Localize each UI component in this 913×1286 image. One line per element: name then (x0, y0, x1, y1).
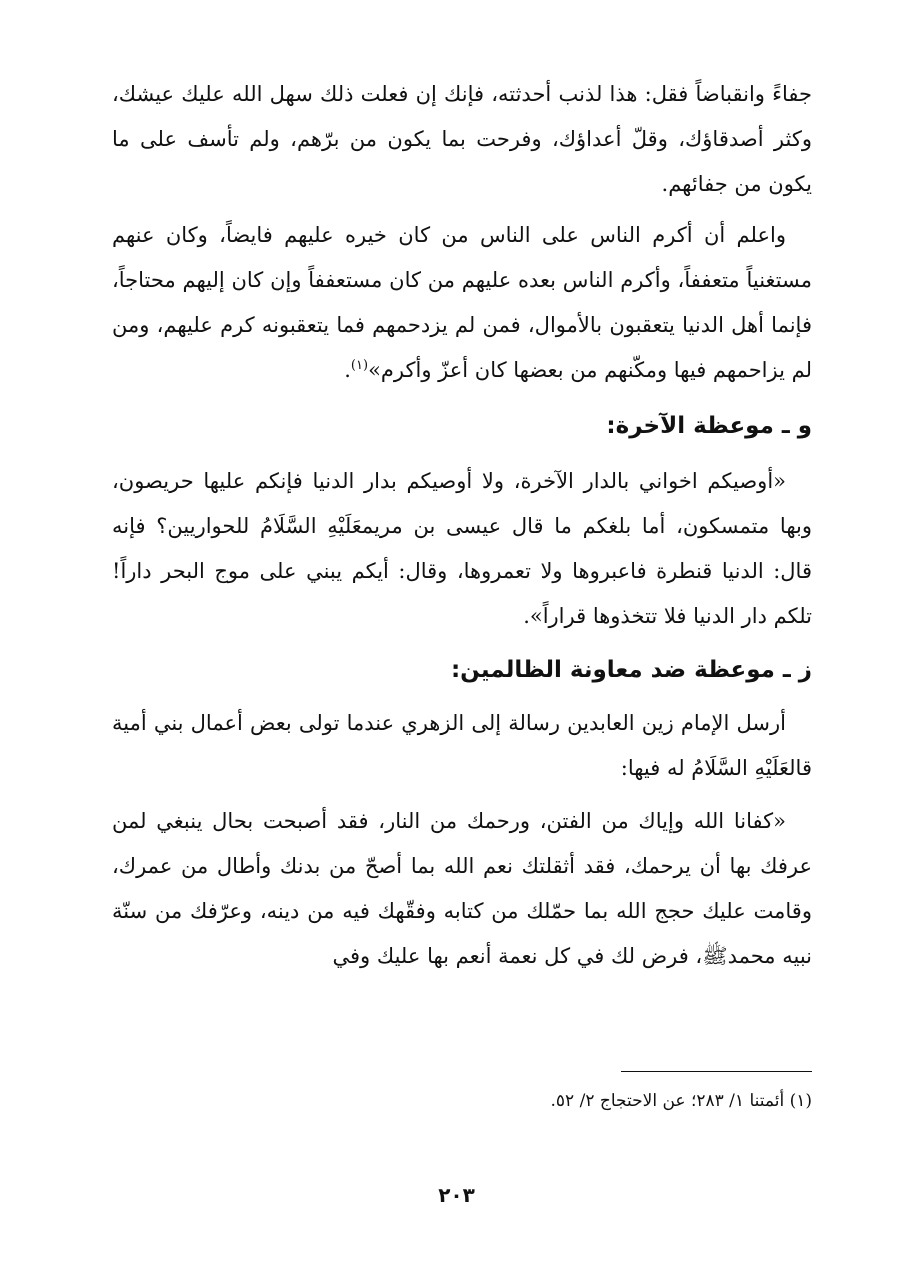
paragraph-2-end: . (344, 358, 351, 382)
paragraph-gap (112, 451, 812, 459)
paragraph-5: «كفانا الله وإياك من الفتن، ورحمك من النار، فقد أصبحت بحال ينبغي لمن عرفك بها أن يرحمك، فقد أثقلتك نعم الله بما أصحّ من بدنك وأطال من عمرك، وقامت عليك حجج الله بما حمّلك من كتابه وفقّهك فيه من دينه، وعرّفك من سنّة نبيه محمدﷺ، فرض لك في كل نعمة أنعم بها عليك وفي (112, 809, 812, 968)
footnote-divider (621, 1071, 812, 1072)
paragraph-gap (112, 393, 812, 401)
paragraph-gap (112, 791, 812, 799)
paragraph-2 (112, 213, 812, 393)
footnote-reference: (١) (350, 358, 369, 373)
page-body (112, 72, 812, 979)
paragraph-2-text: واعلم أن أكرم الناس على الناس من كان خيره عليهم فايضاً، وكان عنهم مستغنياً متعففاً، وأكرم الناس بعده عليهم من كان مستعففاً وإن كان إليهم محتاجاً، فإنما أهل الدنيا يتعقبون بالأموال، فمن لم يزدحمهم فما يتعقبونه كرم عليهم، ومن لم يزاحمهم فيها ومكّنهم من بعضها كان أعزّ وأكرم» (112, 223, 812, 382)
paragraph-1: جفاءً وانقباضاً فقل: هذا لذنب أحدثته، فإنك إن فعلت ذلك سهل الله عليك عيشك، وكثر أصدقاؤك، وقلّ أعداؤك، وفرحت بما يكون من برّهم، ولم تأسف على ما يكون من جفائهم. (112, 82, 812, 196)
section-heading-hereafter: و ـ موعظة الآخرة: (606, 413, 812, 439)
section-heading-oppressors: ز ـ موعظة ضد معاونة الظالمين: (450, 657, 812, 683)
paragraph-4: أرسل الإمام زين العابدين رسالة إلى الزهري عندما تولى بعض أعمال بني أمية قالعَلَيْهِ السَّلَامُ له فيها: (112, 711, 812, 780)
page-number: ٢٠٣ (438, 1183, 475, 1207)
footnote-text: (١) أئمتنا ١/ ٢٨٣؛ عن الاحتجاج ٢/ ٥٢. (550, 1091, 812, 1111)
paragraph-3: «أوصيكم اخواني بالدار الآخرة، ولا أوصيكم بدار الدنيا فإنكم عليها حريصون، وبها متمسكون، أما بلغكم ما قال عيسى بن مريمعَلَيْهِ السَّلَامُ للحواريين؟ فإنه قال: الدنيا قنطرة فاعبروها ولا تعمروها، وقال: أيكم يبني على موج البحر داراً! تلكم دار الدنيا فلا تتخذوها قراراً». (112, 469, 812, 628)
